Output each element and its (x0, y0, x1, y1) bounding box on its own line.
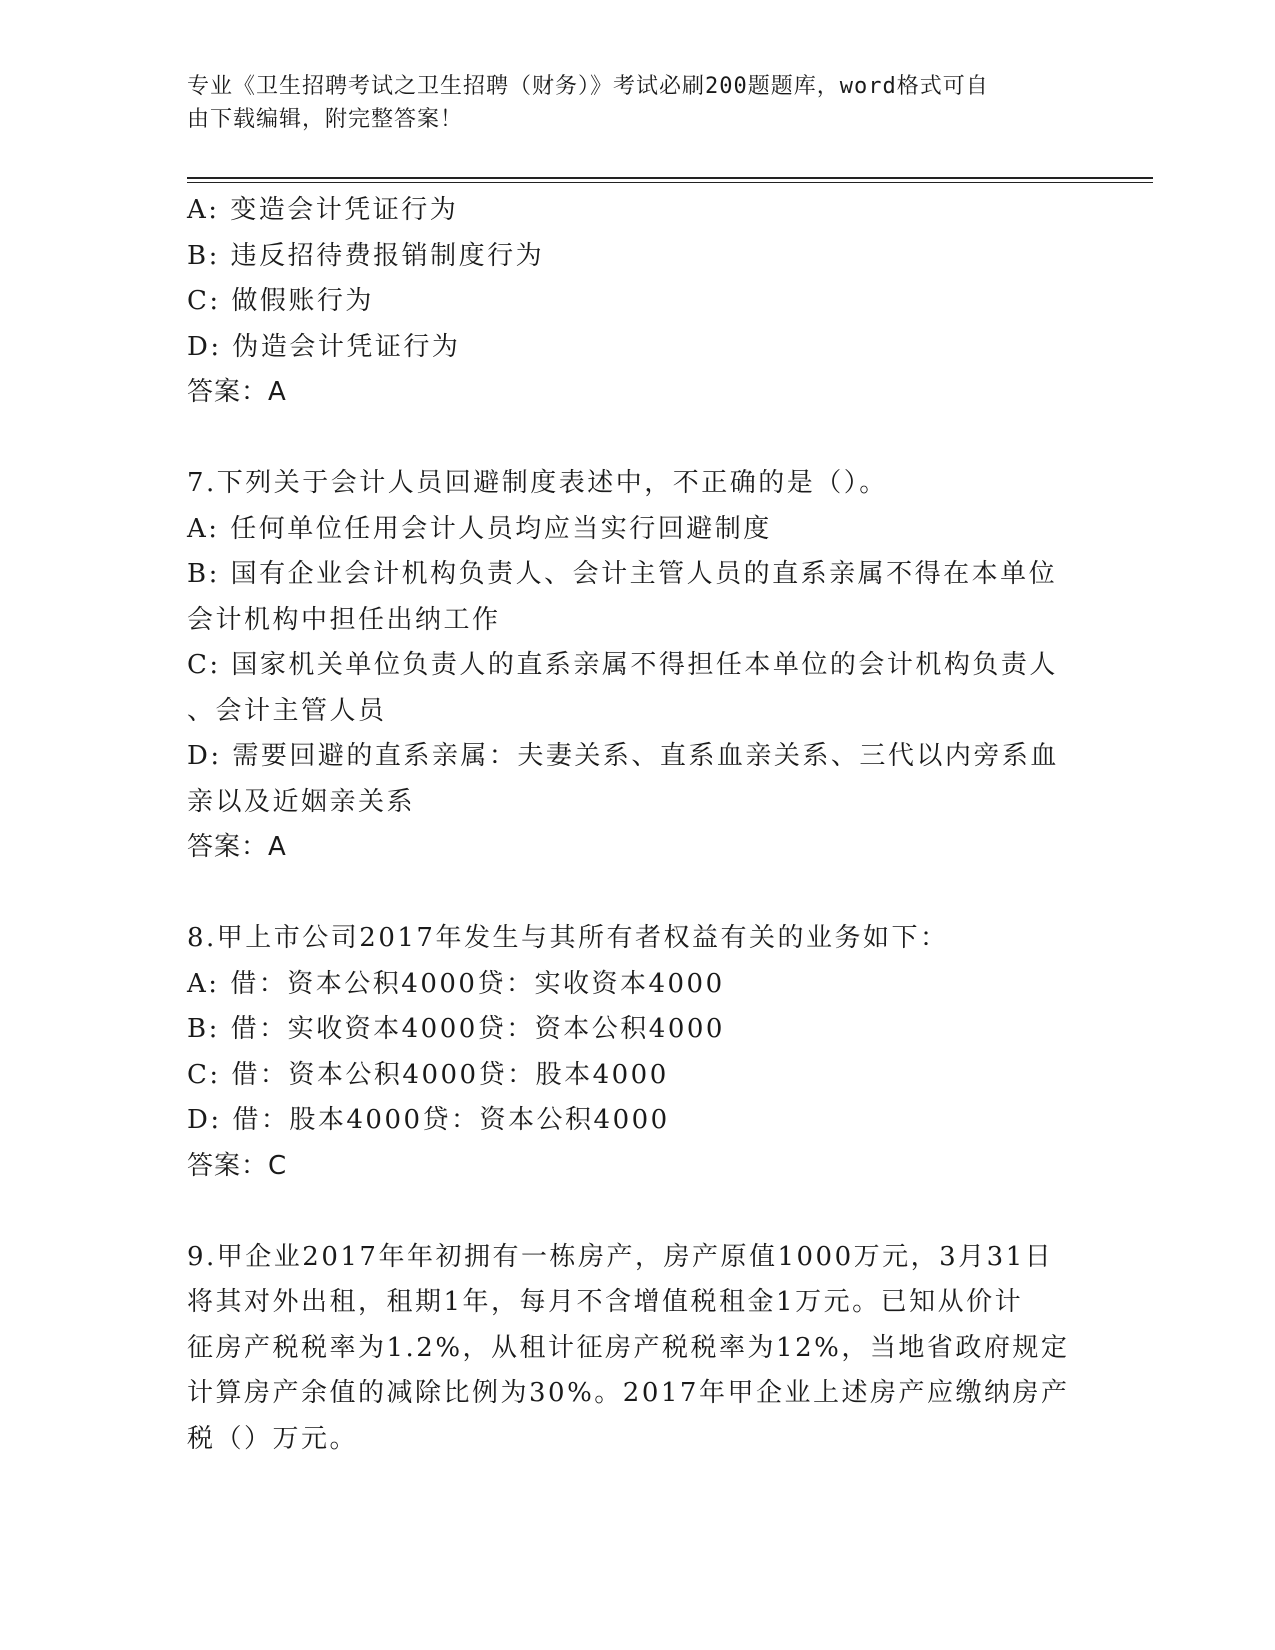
option-d-line-1: D: 需要回避的直系亲属：夫妻关系、直系血亲关系、三代以内旁系血 (187, 741, 1059, 771)
option-d: D: 借：股本4000贷：资本公积4000 (187, 1105, 670, 1135)
option-b: B: 违反招待费报销制度行为 (187, 240, 545, 271)
question-stem: 8.甲上市公司2017年发生与其所有者权益有关的业务如下： (187, 923, 949, 953)
option-a: A: 任何单位任用会计人员均应当实行回避制度 (187, 513, 772, 544)
question-stem-line-2: 将其对外出租，租期1年，每月不含增值税租金1万元。已知从价计 (187, 1287, 1024, 1317)
answer: 答案：C (187, 1150, 288, 1181)
option-a: A: 借：资本公积4000贷：实收资本4000 (187, 968, 725, 999)
option-c-line-2: 、会计主管人员 (187, 695, 387, 726)
option-a: A: 变造会计凭证行为 (187, 195, 459, 225)
question-stem-line-3: 征房产税税率为1.2%，从租计征房产税税率为12%，当地省政府规定 (187, 1332, 1070, 1363)
question-7-block (187, 461, 1087, 871)
question-stem-line-4: 计算房产余值的减除比例为30%。2017年甲企业上述房产应缴纳房产 (187, 1378, 1070, 1408)
question-stem: 7.下列关于会计人员回避制度表述中，不正确的是（）。 (187, 468, 888, 498)
option-b-line-1: B: 国有企业会计机构负责人、会计主管人员的直系亲属不得在本单位 (187, 559, 1058, 589)
header-line-1: 专业《卫生招聘考试之卫生招聘（财务）》考试必刷200题题库，word格式可自 (187, 74, 989, 99)
question-9-block (187, 1235, 1087, 1463)
question-stem-line-1: 9.甲企业2017年年初拥有一栋房产，房产原值1000万元，3月31日 (187, 1241, 1054, 1272)
spacer (187, 416, 1087, 462)
option-c: C: 借：资本公积4000贷：股本4000 (187, 1059, 669, 1090)
option-c: C: 做假账行为 (187, 286, 374, 316)
document-header (187, 70, 1067, 136)
header-line-2: 由下载编辑，附完整答案！ (187, 107, 464, 132)
question-content (187, 188, 1087, 1462)
spacer (187, 1189, 1087, 1235)
answer: 答案：A (187, 377, 287, 407)
option-d: D: 伪造会计凭证行为 (187, 331, 461, 362)
question-6-block (187, 188, 1087, 416)
question-8-block (187, 916, 1087, 1189)
answer: 答案：A (187, 832, 287, 862)
option-b-line-2: 会计机构中担任出纳工作 (187, 604, 501, 635)
option-c-line-1: C: 国家机关单位负责人的直系亲属不得担任本单位的会计机构负责人 (187, 650, 1058, 680)
option-d-line-2: 亲以及近姻亲关系 (187, 786, 416, 817)
spacer (187, 871, 1087, 917)
header-rule-bottom (187, 182, 1153, 183)
header-rule-top (187, 177, 1153, 179)
option-b: B: 借：实收资本4000贷：资本公积4000 (187, 1014, 725, 1044)
question-stem-line-5: 税（）万元。 (187, 1423, 359, 1454)
